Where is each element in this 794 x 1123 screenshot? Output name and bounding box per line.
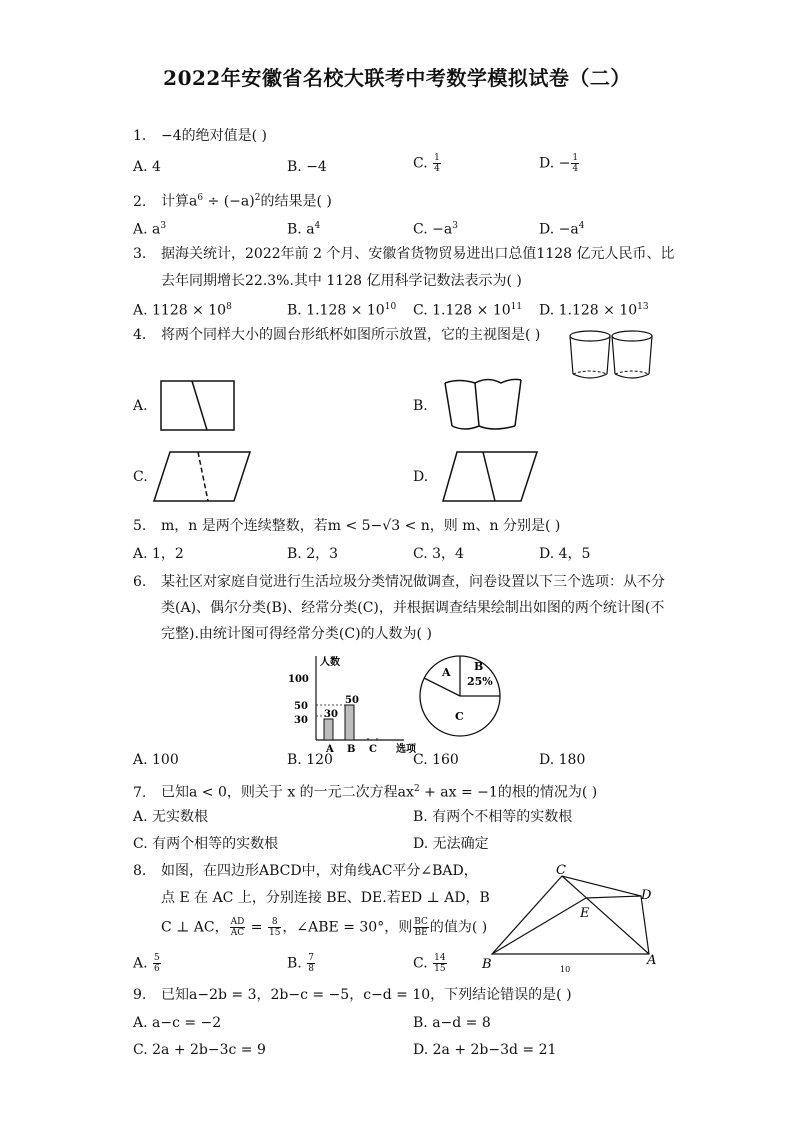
q9-option-b: B. a−d = 8 <box>413 1015 491 1031</box>
q1-option-d: D. − $\frac{1}{4}$ <box>539 153 579 174</box>
x-tick-B: B <box>347 744 356 755</box>
question-1: 1. −4的绝对值是( ) <box>133 128 268 144</box>
q5-option-b: B. 2，3 <box>287 546 339 562</box>
q1-option-a: A. 4 <box>133 159 161 175</box>
question-8-line3: C ⊥ AC， $\frac{AD}{AC}$ = $\frac{8}{15}$ ，∠ABE = 30°，则 $\frac{BC}{BE}$ 的值为( ) <box>161 917 488 938</box>
question-7: 7. 已知a < 0，则关于 x 的一元二次方程$ax^2$ + ax = −1的根的情况为( ) <box>133 784 598 801</box>
fraction: $\frac{AD}{AC}$ <box>230 917 245 938</box>
q6-option-a: A. 100 <box>133 752 179 768</box>
q8-option-c: C. $\frac{14}{15}$ <box>413 953 446 974</box>
pie-label-b-percent: 25% <box>467 675 493 688</box>
fraction: $\frac{14}{15}$ <box>434 953 446 974</box>
quadrilateral-figure <box>478 860 668 978</box>
x-axis-label: 选项 <box>396 744 416 755</box>
bar-B <box>345 705 354 740</box>
q3-option-b: B. $1.128 \times 10^{10}$ <box>287 302 397 319</box>
q9-option-d: D. 2a + 2b−3d = 21 <box>413 1042 557 1058</box>
q8-option-b: B. $\frac{7}{8}$ <box>287 953 314 974</box>
q9-option-a: A. a−c = −2 <box>133 1015 222 1031</box>
y-tick-50: 50 <box>294 701 308 712</box>
q4-option-c-label: C. <box>133 469 148 485</box>
question-3: 3. 据海关统计，2022年前 2 个月、安徽省货物贸易进出口总值1128 亿元人民币、比 <box>133 246 675 262</box>
q4-option-a-figure <box>160 380 236 432</box>
q7-option-a: A. 无实数根 <box>133 809 209 825</box>
pie-label-a: A <box>442 666 451 679</box>
q9-option-c: C. 2a + 2b−3c = 9 <box>133 1042 266 1058</box>
q3-option-a: A. $1128 \times 10^8$ <box>133 302 232 319</box>
q5-option-c: C. 3，4 <box>413 546 464 562</box>
vertex-label-b: B <box>482 957 492 972</box>
y-axis-label: 人数 <box>320 657 340 668</box>
q3-option-c: C. $1.128 \times 10^{11}$ <box>413 302 523 319</box>
bar-value-label-B: 50 <box>345 695 359 706</box>
fraction: $\frac{BC}{BE}$ <box>414 917 428 938</box>
q4-option-b-label: B. <box>413 398 428 414</box>
q1-option-b: B. −4 <box>287 159 327 175</box>
q6-option-c: C. 160 <box>413 752 459 768</box>
q4-option-d-figure <box>441 451 539 503</box>
y-tick-100: 100 <box>288 674 309 685</box>
question-9: 9. 已知a−2b = 3，2b−c = −5，c−d = 10，下列结论错误的是( ) <box>133 987 572 1003</box>
question-6-line2: 类(A)、偶尔分类(B)、经常分类(C)，并根据调查结果绘制出如图的两个统计图(不 <box>161 600 665 616</box>
q1-option-c: C. $\frac{1}{4}$ <box>413 153 440 174</box>
fraction: $\frac{5}{6}$ <box>154 953 160 974</box>
q6-option-d: D. 180 <box>539 752 586 768</box>
question-6: 6. 某社区对家庭自觉进行生活垃圾分类情况做调查，问卷设置以下三个选项：从不分 <box>133 574 665 590</box>
x-tick-A: A <box>326 744 334 755</box>
q4-option-a-label: A. <box>133 398 148 414</box>
pie-label-c: C <box>455 710 464 723</box>
pie-chart <box>418 654 502 738</box>
q5-option-d: D. 4，5 <box>539 546 591 562</box>
bar-chart <box>284 652 416 755</box>
fraction: $\frac{8}{15}$ <box>268 917 281 938</box>
q8-option-a: A. $\frac{5}{6}$ <box>133 953 160 974</box>
q3-option-d: D. $1.128 \times 10^{13}$ <box>539 302 649 319</box>
q4-option-d-label: D. <box>413 469 429 485</box>
vertex-label-c: C <box>556 863 566 878</box>
question-8: 8. 如图，在四边形ABCD中，对角线AC平分∠BAD， <box>133 863 478 879</box>
question-4: 4. 将两个同样大小的圆台形纸杯如图所示放置，它的主视图是( ) <box>133 327 541 343</box>
q2-option-d: D. $-a^4$ <box>539 221 585 238</box>
q6-option-b: B. 120 <box>287 752 333 768</box>
question-6-line3: 完整).由统计图可得经常分类(C)的人数为( ) <box>161 626 432 642</box>
question-2: 2. 计算$a^6 \div (-a)^2$的结果是( ) <box>133 193 332 210</box>
figure-mark: 10 <box>560 965 571 974</box>
pie-label-b: B <box>474 660 484 673</box>
vertex-label-d: D <box>641 888 652 903</box>
bar-A <box>324 719 333 740</box>
q2-option-a: A. $a^3$ <box>133 221 167 238</box>
q4-option-b-figure <box>443 376 523 432</box>
question-5: 5. m，n 是两个连续整数，若m < 5−√3 < n，则 m、n 分别是( ) <box>133 518 561 534</box>
fraction: $\frac{7}{8}$ <box>308 953 314 974</box>
q7-option-d: D. 无法确定 <box>413 836 489 852</box>
q7-option-c: C. 有两个相等的实数根 <box>133 836 279 852</box>
q7-option-b: B. 有两个不相等的实数根 <box>413 809 573 825</box>
q4-option-c-figure <box>152 451 252 503</box>
question-8-line2: 点 E 在 AC 上，分别连接 BE、DE.若ED ⊥ AD，B <box>161 890 490 906</box>
bar-value-label-A: 30 <box>324 709 338 720</box>
fraction: $\frac{1}{4}$ <box>434 153 440 174</box>
q5-option-a: A. 1，2 <box>133 546 184 562</box>
x-tick-C: C <box>369 744 377 755</box>
question-3-line2: 去年同期增长22.3%.其中 1128 亿用科学记数法表示为( ) <box>161 273 522 289</box>
fraction: $\frac{1}{4}$ <box>572 153 579 174</box>
y-tick-30: 30 <box>294 715 308 726</box>
q2-option-b: B. $a^4$ <box>287 221 321 238</box>
q2-option-c: C. $-a^3$ <box>413 221 458 238</box>
page-title: 2022年安徽省名校大联考中考数学模拟试卷（二） <box>163 66 631 90</box>
cups-figure <box>566 328 658 386</box>
vertex-label-a: A <box>647 953 657 968</box>
vertex-label-e: E <box>580 906 590 921</box>
